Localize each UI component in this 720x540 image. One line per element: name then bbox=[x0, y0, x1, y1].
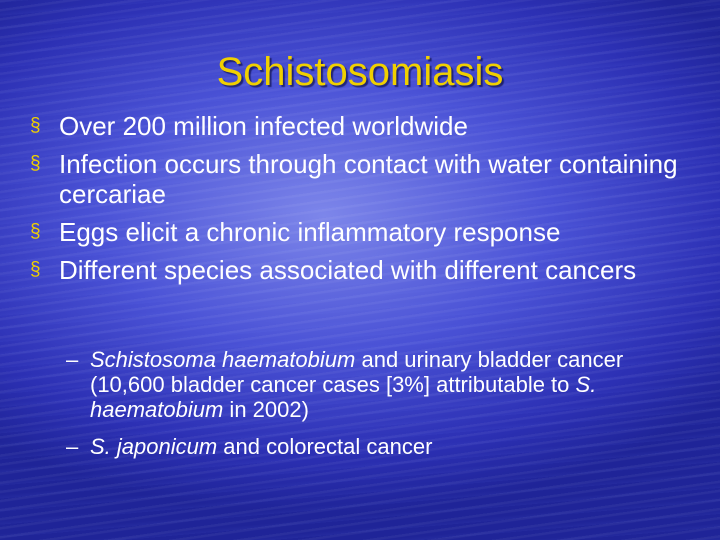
bullet-text: Over 200 million infected worldwide bbox=[59, 111, 468, 141]
bullet-text: Eggs elicit a chronic inflammatory response bbox=[59, 217, 561, 247]
bullet-text: Infection occurs through contact with water containing cercariae bbox=[59, 149, 678, 209]
dash-icon: – bbox=[66, 434, 79, 459]
section-sign-icon: § bbox=[30, 115, 41, 136]
dash-icon: – bbox=[66, 347, 79, 372]
sub-bullet-item bbox=[66, 347, 696, 422]
bullet-item bbox=[30, 255, 700, 285]
sub-bullet-list bbox=[66, 347, 696, 471]
bullet-text: Different species associated with different cancers bbox=[59, 255, 637, 285]
sub-bullet-text: and urinary bladder cancer (10,600 bladder cancer cases [3%] attributable to bbox=[90, 347, 624, 397]
bullet-list bbox=[30, 111, 700, 293]
bullet-item bbox=[30, 217, 700, 247]
species-name: S. haematobium bbox=[90, 372, 597, 422]
section-sign-icon: § bbox=[30, 221, 41, 242]
section-sign-icon: § bbox=[30, 153, 41, 174]
slide-title: Schistosomiasis bbox=[216, 50, 504, 94]
sub-bullet-text: in 2002) bbox=[223, 397, 309, 422]
bullet-item bbox=[30, 149, 700, 209]
section-sign-icon: § bbox=[30, 259, 41, 280]
species-name: S. japonicum bbox=[90, 434, 218, 459]
species-name: Schistosoma haematobium bbox=[90, 347, 356, 372]
sub-bullet-item bbox=[66, 434, 696, 459]
sub-bullet-text: and colorectal cancer bbox=[217, 434, 433, 459]
bullet-item bbox=[30, 111, 700, 141]
